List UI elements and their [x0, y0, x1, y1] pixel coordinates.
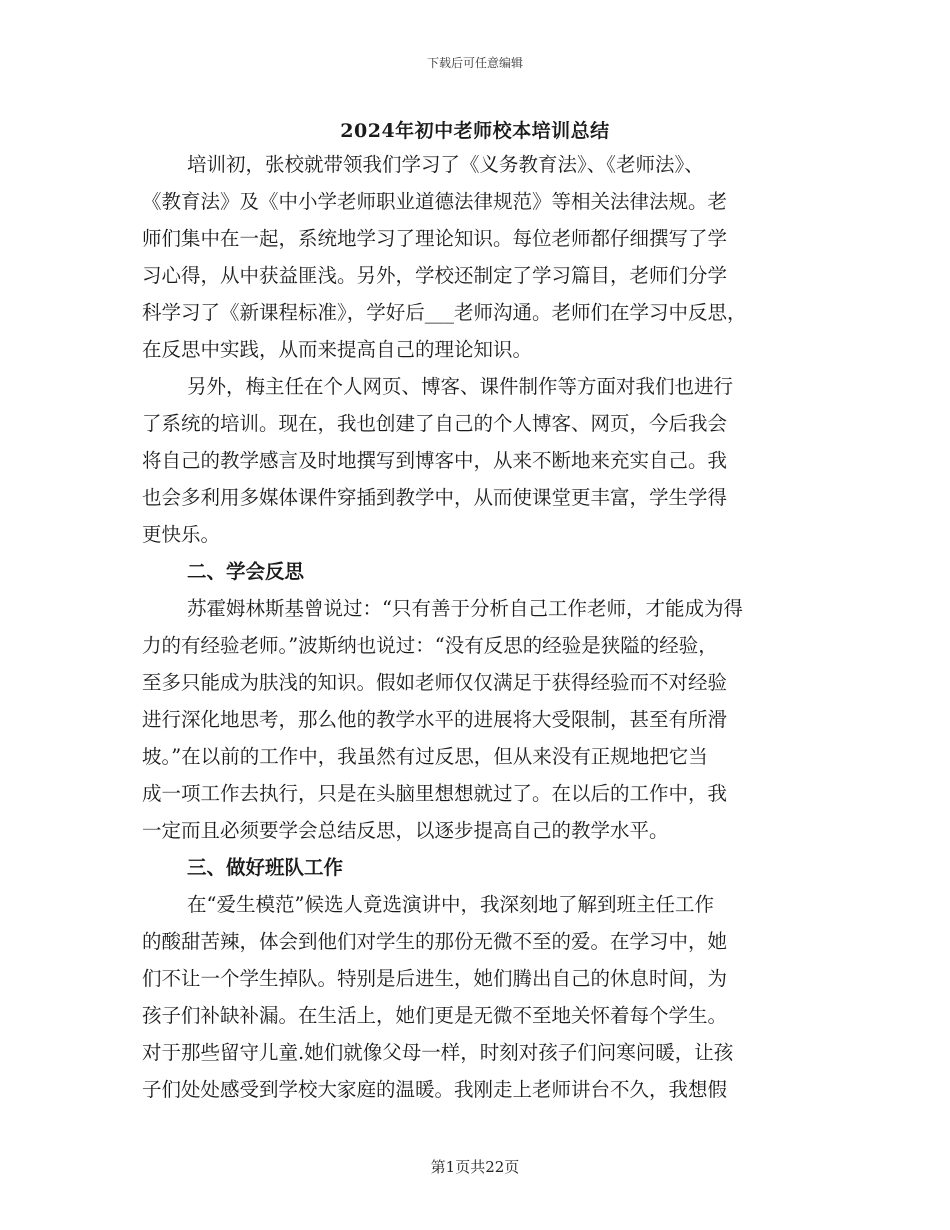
section-heading: 二、学会反思	[187, 560, 305, 583]
paragraph-line: 力的有经验老师。”波斯纳也说过：“没有反思的经验是狭隘的经验，	[142, 634, 718, 657]
document-title: 2024年初中老师校本培训总结	[340, 120, 610, 142]
paragraph-line: 习心得，从中获益匪浅。另外，学校还制定了学习篇目，老师们分学	[142, 264, 728, 287]
paragraph-line: 也会多利用多媒体课件穿插到教学中，从而使课堂更丰富，学生学得	[142, 486, 728, 509]
paragraph-line: 进行深化地思考，那么他的教学水平的进展将大受限制，甚至有所滑	[142, 708, 728, 731]
paragraph-line: 更快乐。	[142, 523, 221, 546]
paragraph-line: 了系统的培训。现在，我也创建了自己的个人博客、网页，今后我会	[142, 412, 728, 435]
paragraph-line: 至多只能成为肤浅的知识。假如老师仅仅满足于获得经验而不对经验	[142, 671, 728, 694]
paragraph-line: 培训初，张校就带领我们学习了《义务教育法》、《老师法》、	[187, 153, 704, 176]
paragraph-line: 孩子们补缺补漏。在生活上，她们更是无微不至地关怀着每个学生。	[142, 1004, 728, 1027]
paragraph-line: 《教育法》及《中小学老师职业道德法律规范》等相关法律法规。老	[142, 190, 728, 213]
document-body	[142, 146, 822, 1108]
paragraph-line: 成一项工作去执行，只是在头脑里想想就过了。在以后的工作中，我	[142, 782, 728, 805]
paragraph-line: 对于那些留守儿童.她们就像父母一样，时刻对孩子们问寒问暖，让孩	[142, 1041, 734, 1064]
paragraph-line: 在反思中实践，从而来提高自己的理论知识。	[142, 338, 533, 361]
paragraph-line: 坡。”在以前的工作中，我虽然有过反思，但从来没有正规地把它当	[142, 745, 708, 768]
paragraph-line: 另外，梅主任在个人网页、博客、课件制作等方面对我们也进行	[187, 375, 734, 398]
page-header-note: 下载后可任意编辑	[426, 56, 523, 70]
paragraph-line: 科学习了《新课程标准》，学好后___老师沟通。老师们在学习中反思，	[142, 301, 747, 324]
paragraph-line: 们不让一个学生掉队。特别是后进生，她们腾出自己的休息时间，为	[142, 967, 728, 990]
paragraph-line: 子们处处感受到学校大家庭的温暖。我刚走上老师讲台不久，我想假	[142, 1078, 728, 1101]
page-number: 第1页共22页	[430, 1158, 520, 1176]
paragraph-line: 将自己的教学感言及时地撰写到博客中，从来不断地来充实自己。我	[142, 449, 728, 472]
paragraph-line: 在“爱生模范”候选人竟选演讲中，我深刻地了解到班主任工作	[187, 893, 714, 916]
paragraph-line: 的酸甜苦辣，体会到他们对学生的那份无微不至的爱。在学习中，她	[142, 930, 728, 953]
paragraph-line: 苏霍姆林斯基曾说过：“只有善于分析自己工作老师，才能成为得	[187, 597, 743, 620]
section-heading: 三、做好班队工作	[187, 856, 344, 879]
paragraph-line: 一定而且必须要学会总结反思，以逐步提高自己的教学水平。	[142, 819, 669, 842]
paragraph-line: 师们集中在一起，系统地学习了理论知识。每位老师都仔细撰写了学	[142, 227, 728, 250]
